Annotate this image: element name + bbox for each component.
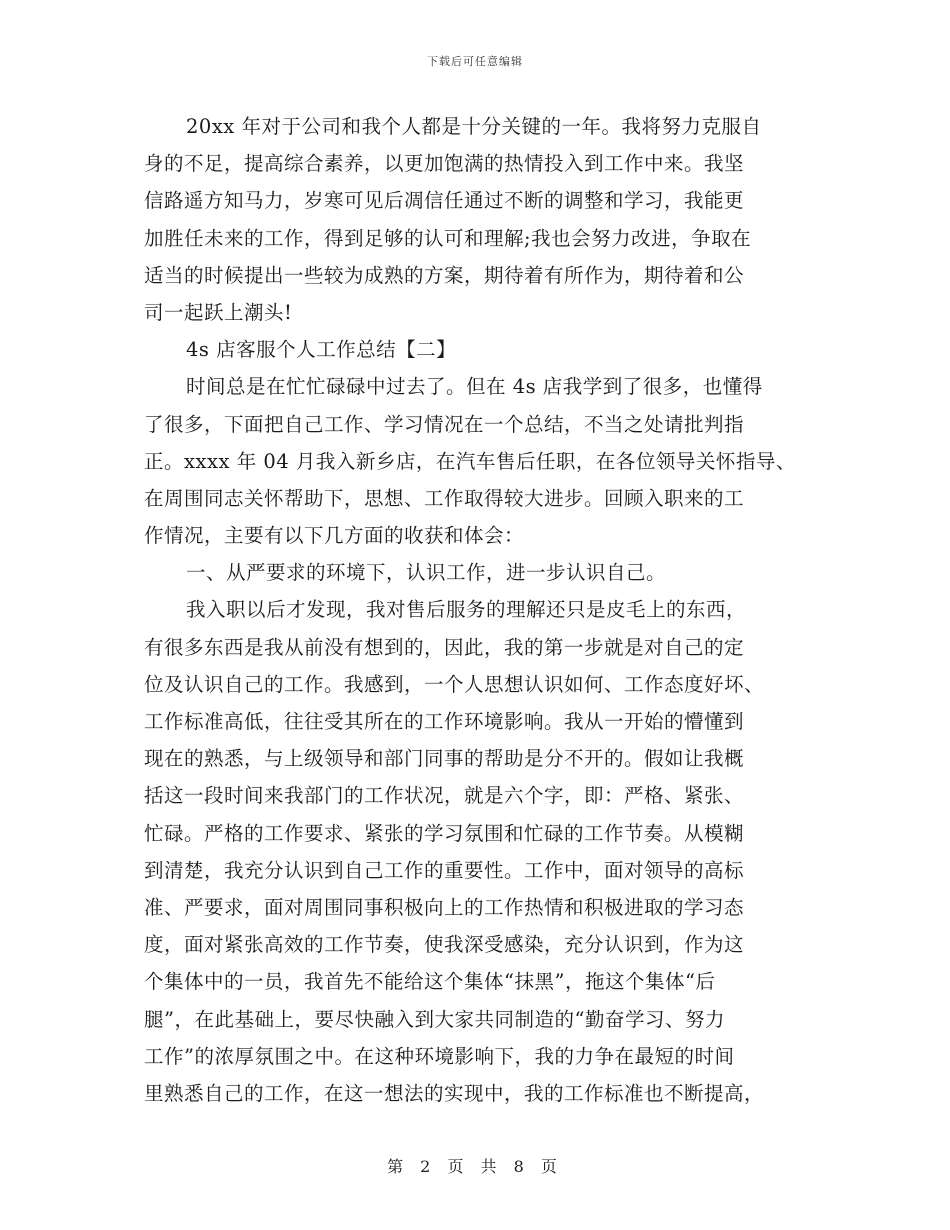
text-line: 时间总是在忙忙碌碌中过去了。但在 4s 店我学到了很多，也懂得 (186, 375, 763, 399)
text-line: 现在的熟悉，与上级领导和部门同事的帮助是分不开的。假如让我概 (144, 747, 745, 771)
text-line: 了很多，下面把自己工作、学习情况在一个总结，不当之处请批判指 (144, 412, 745, 436)
text-line: 信路遥方知马力，岁寒可见后凋信任通过不断的调整和学习，我能更 (144, 189, 745, 213)
text-line: 腿”，在此基础上，要尽快融入到大家共同制造的“勤奋学习、努力 (144, 1007, 725, 1031)
text-line: 个集体中的一员，我首先不能给这个集体“抹黑”，拖这个集体“后 (144, 970, 716, 994)
document-body (144, 108, 814, 1112)
text-line: 我入职以后才发现，我对售后服务的理解还只是皮毛上的东西， (186, 598, 747, 622)
text-line: 位及认识自己的工作。我感到，一个人思想认识如何、工作态度好坏、 (144, 672, 765, 696)
text-line: 工作标准高低，往往受其所在的工作环境影响。我从一开始的懵懂到 (144, 710, 745, 733)
text-line: 身的不足，提高综合素养，以更加饱满的热情投入到工作中来。我坚 (144, 152, 745, 176)
text-line: 有很多东西是我从前没有想到的，因此，我的第一步就是对自己的定 (144, 635, 745, 659)
text-line: 在周围同志关怀帮助下，思想、工作取得较大进步。回顾入职来的工 (144, 486, 745, 510)
text-line: 20xx 年对于公司和我个人都是十分关键的一年。我将努力克服自 (186, 115, 762, 138)
text-line: 准、严要求，面对周围同事积极向上的工作热情和积极进取的学习态 (144, 895, 745, 919)
text-line: 作情况，主要有以下几方面的收获和体会： (144, 524, 525, 548)
text-line: 度，面对紧张高效的工作节奏，使我深受感染，充分认识到，作为这 (144, 933, 745, 957)
text-line: 括这一段时间来我部门的工作状况，就是六个字，即：严格、紧张、 (144, 784, 745, 808)
text-line: 到清楚，我充分认识到自己工作的重要性。工作中，面对领导的高标 (144, 858, 745, 882)
text-line: 加胜任未来的工作，得到足够的认可和理解;我也会努力改进，争取在 (144, 226, 752, 250)
text-line: 4s 店客服个人工作总结【二】 (186, 338, 457, 362)
text-line: 忙碌。严格的工作要求、紧张的学习氛围和忙碌的工作节奏。从模糊 (144, 821, 745, 845)
text-line: 司一起跃上潮头! (144, 300, 293, 324)
text-line: 工作”的浓厚氛围之中。在这种环境影响下，我的力争在最短的时间 (144, 1044, 735, 1068)
page-footer: 第 2 页 共 8 页 (387, 1157, 563, 1176)
text-line: 里熟悉自己的工作，在这一想法的实现中，我的工作标准也不断提高， (144, 1081, 765, 1105)
text-line: 一、从严要求的环境下，认识工作，进一步认识自己。 (186, 561, 667, 585)
text-line: 适当的时候提出一些较为成熟的方案，期待着有所作为，期待着和公 (144, 263, 745, 287)
page-header: 下载后可任意编辑 (427, 55, 523, 68)
text-line: 正。xxxx 年 04 月我入新乡店，在汽车售后任职，在各位领导关怀指导、 (144, 449, 796, 473)
